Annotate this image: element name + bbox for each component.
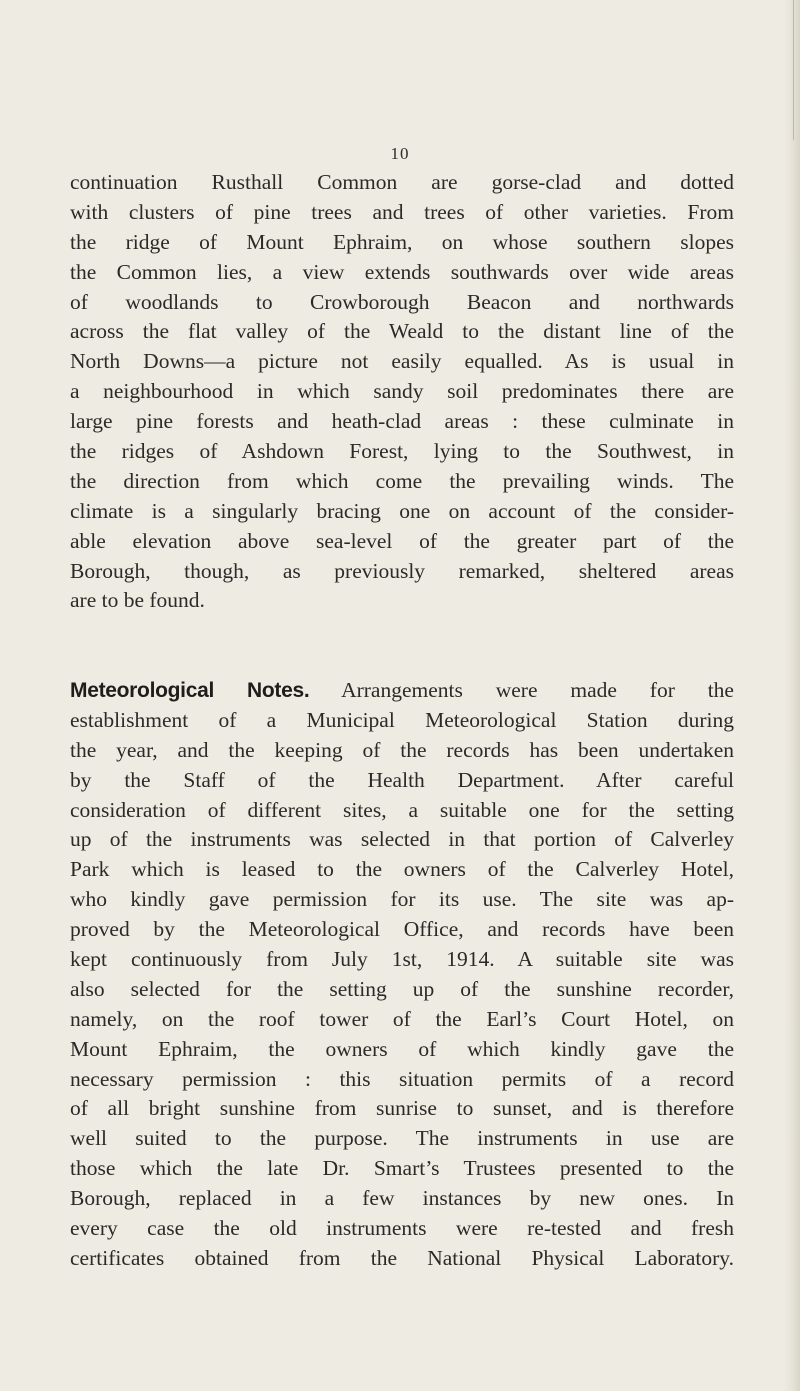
text-line: a neighbourhood in which sandy soil predominates there are	[70, 379, 734, 404]
heading-line-rest: Arrangements were made for the	[341, 678, 734, 702]
text-line: the year, and the keeping of the records has been undertaken	[70, 737, 734, 762]
text-line: establishment of a Municipal Meteorological Station during	[70, 707, 734, 732]
text-line: well suited to the purpose. The instruments in use are	[70, 1126, 734, 1151]
text-line: North Downs—a picture not easily equalled. As is usual in	[70, 349, 734, 374]
text-line: of all bright sunshine from sunrise to sunset, and is therefore	[70, 1096, 734, 1121]
text-line: proved by the Meteorological Office, and records have been	[70, 917, 734, 942]
text-line: the ridges of Ashdown Forest, lying to the Southwest, in	[70, 439, 734, 464]
text-line: Borough, though, as previously remarked, sheltered areas	[70, 558, 734, 583]
text-line: every case the old instruments were re-tested and fresh	[70, 1216, 734, 1241]
text-line: who kindly gave permission for its use. The site was ap-	[70, 887, 734, 912]
text-line: Park which is leased to the owners of the Calverley Hotel,	[70, 857, 734, 882]
text-line: are to be found.	[70, 588, 205, 613]
text-line: necessary permission : this situation permits of a record	[70, 1066, 734, 1091]
text-line: the ridge of Mount Ephraim, on whose southern slopes	[70, 229, 734, 254]
text-line: of woodlands to Crowborough Beacon and northwards	[70, 289, 734, 314]
text-line: the direction from which come the prevailing winds. The	[70, 468, 734, 493]
text-line: certificates obtained from the National Physical Laboratory.	[70, 1245, 734, 1270]
text-line: consideration of different sites, a suitable one for the setting	[70, 797, 734, 822]
text-line: kept continuously from July 1st, 1914. A suitable site was	[70, 947, 734, 972]
text-line: across the flat valley of the Weald to the distant line of the	[70, 319, 734, 344]
heading-line	[70, 676, 734, 706]
text-line: with clusters of pine trees and trees of other varieties. From	[70, 199, 734, 224]
text-line: climate is a singularly bracing one on account of the consider-	[70, 498, 734, 523]
page-edge	[784, 0, 800, 1391]
text-line: large pine forests and heath-clad areas : these culminate in	[70, 409, 734, 434]
text-line: continuation Rusthall Common are gorse-clad and dotted	[70, 170, 734, 194]
text-line: by the Staff of the Health Department. After careful	[70, 767, 734, 792]
text-line: those which the late Dr. Smart’s Trustees presented to the	[70, 1156, 734, 1181]
text-line: Borough, replaced in a few instances by new ones. In	[70, 1186, 734, 1211]
page-edge-line	[793, 0, 794, 140]
text-line: Mount Ephraim, the owners of which kindly gave the	[70, 1036, 734, 1061]
text-line: namely, on the roof tower of the Earl’s Court Hotel, on	[70, 1006, 734, 1031]
text-line: also selected for the setting up of the sunshine recorder,	[70, 976, 734, 1001]
paragraph-landscape	[70, 168, 734, 616]
text-line: up of the instruments was selected in that portion of Calverley	[70, 827, 734, 852]
text-line: able elevation above sea-level of the greater part of the	[70, 528, 734, 553]
paragraph-meteorological-notes	[70, 676, 734, 1274]
section-heading: Meteorological Notes.	[70, 679, 310, 702]
page-number: 10	[390, 144, 410, 163]
text-line: the Common lies, a view extends southwards over wide areas	[70, 259, 734, 284]
